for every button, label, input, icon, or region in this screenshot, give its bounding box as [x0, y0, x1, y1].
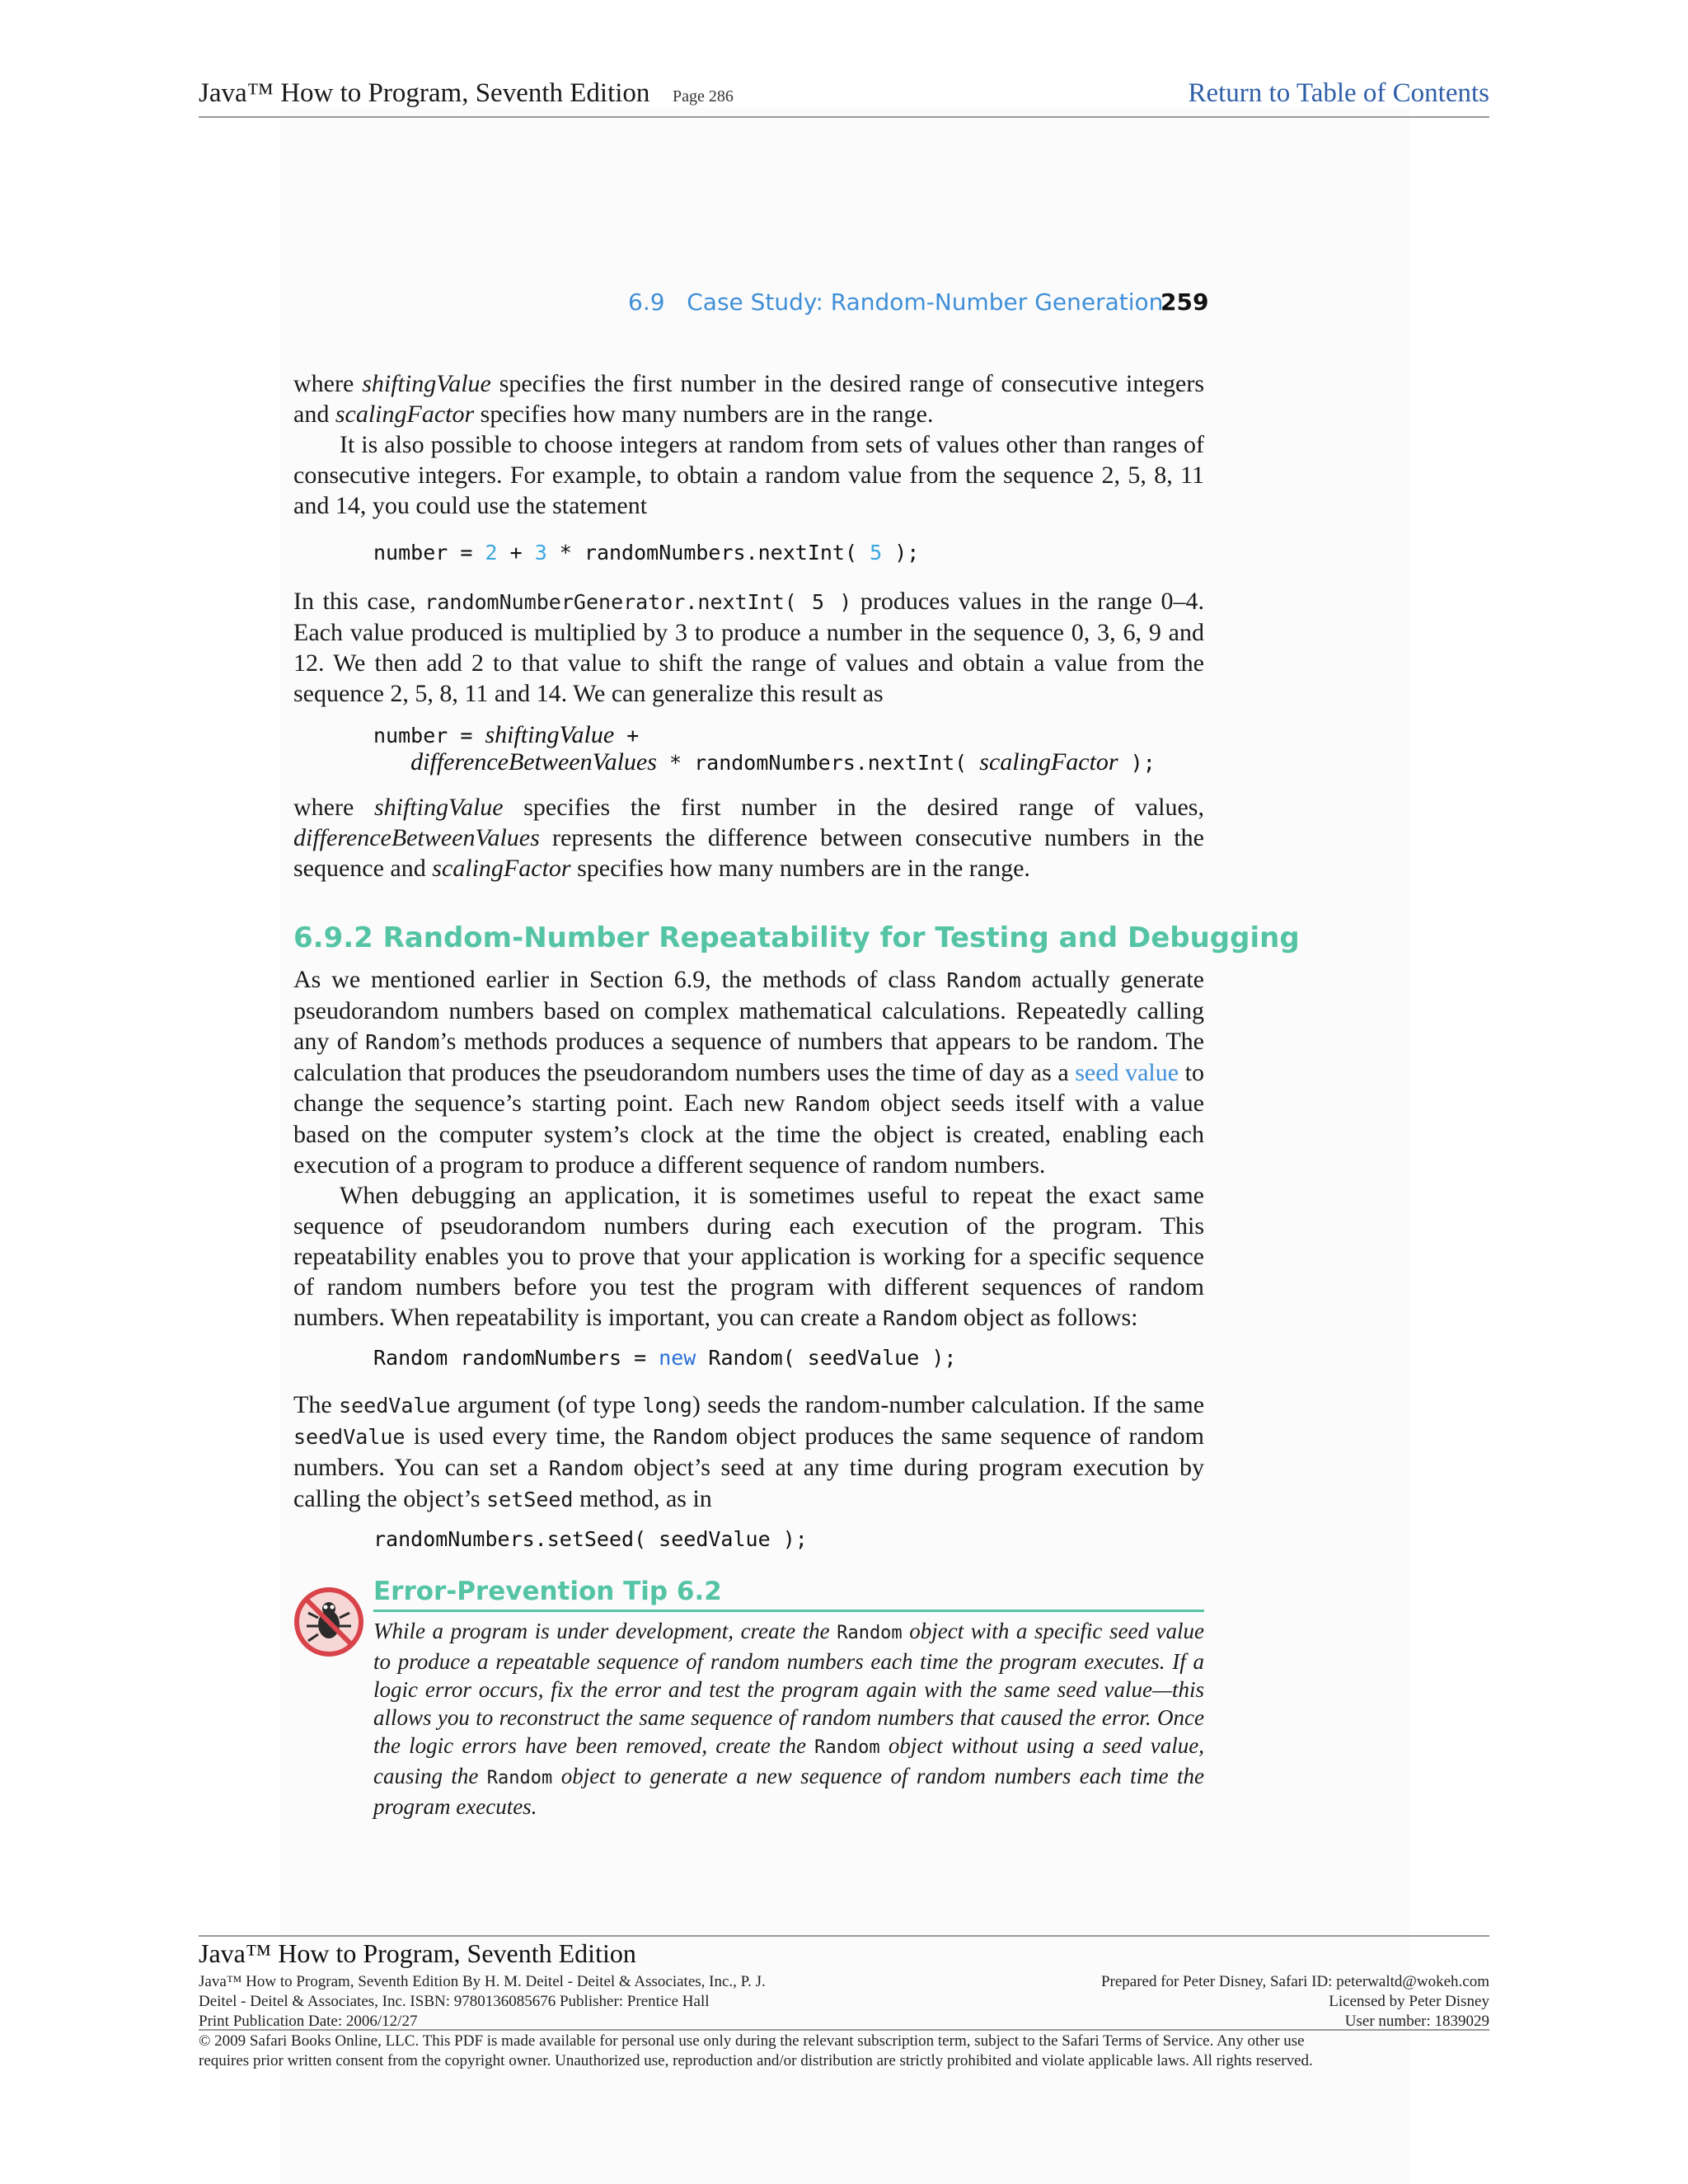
footer-book-title: Java™ How to Program, Seventh Edition: [199, 1938, 636, 1968]
pdf-header: [199, 78, 1489, 118]
pdf-footer: [199, 1935, 1489, 2069]
tip-body: While a program is under development, create the Random object with a specific seed value to produce a repeatable sequence of random numbers each time the program executes. If a logic error occurs, fix the error and test the program again with the same seed value—this allows you to reconstruct the same sequence of random numbers that caused the error. Once the logic errors have been removed, create the Random object without using a seed value, causing the Random object to generate a new sequence of random numbers each time the program executes.: [373, 1619, 1205, 1819]
code-statement-1: number = 2 + 3 * randomNumbers.nextInt( 5 );: [373, 541, 920, 565]
footer-copyright-2: requires prior written consent from the copyright owner. Unauthorized use, reproduction and/or distribution are strictly prohibited and violate applicable laws. All rights reserved.: [199, 2052, 1313, 2069]
intro-paragraphs: [293, 368, 1204, 521]
bug-prohibited-icon: [293, 1586, 364, 1657]
paragraph-block-3: [293, 586, 1204, 709]
running-head-page-number: 259: [1160, 288, 1209, 316]
paragraph: As we mentioned earlier in Section 6.9, the methods of class Random actually generate pseudorandom numbers based on complex mathematical calculations. Repeatedly calling any of Random’s methods produces a sequence of numbers that appears to be random. The calculation that produces the pseudorandom numbers uses the time of day as a seed value to change the sequence’s starting point. Each new Random object seeds itself with a value based on the computer system’s clock at the time the object is created, enabling each execution of a program to produce a different sequence of random numbers.: [293, 966, 1204, 1179]
footer-citation-1: Java™ How to Program, Seventh Edition By H. M. Deitel - Deitel & Associates, Inc., P. J.: [199, 1973, 766, 1990]
section-heading: 6.9.2 Random-Number Repeatability for Testing and Debugging: [293, 921, 1300, 954]
footer-prepared-for: Prepared for Peter Disney, Safari ID: peterwaltd@wokeh.com: [1100, 1973, 1489, 1990]
code-set-seed: randomNumbers.setSeed( seedValue );: [373, 1527, 808, 1551]
code-generalized: number = shiftingValue + differenceBetweenValues * randomNumbers.nextInt( scalingFactor );: [373, 721, 1156, 776]
seed-value-term: seed value: [1075, 1059, 1179, 1086]
page-label: Page 286: [673, 87, 734, 105]
book-title: Java™ How to Program, Seventh Edition: [199, 78, 650, 108]
paragraph-block-4: [293, 792, 1204, 883]
footer-pub-date: Print Publication Date: 2006/12/27: [199, 2013, 418, 2030]
tip-title: Error-Prevention Tip 6.2: [373, 1577, 1204, 1612]
paragraph-block-5: [293, 964, 1204, 1333]
paragraph: In this case, randomNumberGenerator.nextInt( 5 ) produces values in the range 0–4. Each value produced is multiplied by 3 to produce a number in the sequence 0, 3, 6, 9 and 12. We then add 2 to that value to shift the range of values and obtain a value from the sequence 2, 5, 8, 11 and 14. We can generalize this result as: [293, 588, 1204, 707]
paragraph-block-7: [293, 1390, 1204, 1515]
footer-copyright-1: © 2009 Safari Books Online, LLC. This PDF is made available for personal use only during the relevant subscription term, subject to the Safari Terms of Service. Any other use: [199, 2032, 1305, 2050]
toc-link[interactable]: Return to Table of Contents: [1188, 78, 1489, 108]
footer-licensed-by: Licensed by Peter Disney: [1329, 1993, 1489, 2010]
footer-citation-2: Deitel - Deitel & Associates, Inc. ISBN: 9780136085676 Publisher: Prentice Hall: [199, 1993, 710, 2010]
paragraph: It is also possible to choose integers at random from sets of values other than ranges of consecutive integers. For example, to obtain a random value from the sequence 2, 5, 8, 11 and 14, you could use the statement: [293, 431, 1204, 519]
footer-divider: [199, 2029, 1489, 2031]
code-random-seed: Random randomNumbers = new Random( seedValue );: [373, 1346, 957, 1370]
footer-user-number: User number: 1839029: [1344, 2013, 1489, 2030]
paragraph: where shiftingValue specifies the first number in the desired range of values, differenceBetweenValues represents the difference between consecutive numbers in the sequence and scalingFactor specifies how many numbers are in the range.: [293, 794, 1204, 882]
paragraph: The seedValue argument (of type long) seeds the random-number calculation. If the same seedValue is used every time, the Random object produces the same sequence of random numbers. You can set a Random object’s seed at any time during program execution by calling the object’s setSeed method, as in: [293, 1391, 1205, 1512]
running-head-section: 6.9 Case Study: Random-Number Generation: [628, 288, 1164, 316]
paragraph: where shiftingValue specifies the first number in the desired range of consecutive integers and scalingFactor specifies how many numbers are in the range.: [293, 370, 1204, 428]
paragraph: When debugging an application, it is sometimes useful to repeat the exact same sequence of pseudorandom numbers during each execution of the program. This repeatability enables you to prove that your application is working for a specific sequence of random numbers before you test the program with different sequences of random numbers. When repeatability is important, you can create a Random object as follows:: [293, 1182, 1204, 1331]
